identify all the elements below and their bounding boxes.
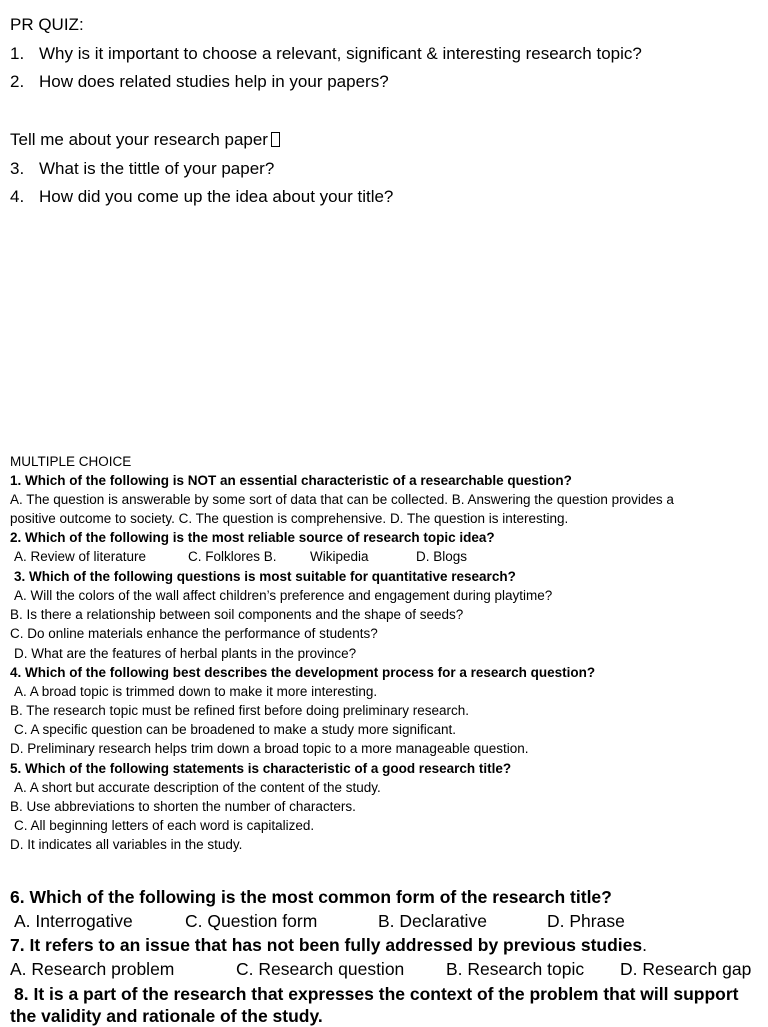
mc-q2-option-d: D. Blogs	[416, 549, 468, 564]
mc-q7-option-d: D. Research gap	[620, 959, 752, 979]
mc-q3-option-a: A. Will the colors of the wall affect children’s preference and engagement during playtime?	[14, 588, 553, 603]
mc-q3-option-c: C. Do online materials enhance the performance of students?	[10, 626, 378, 641]
mc-q3-option-b: B. Is there a relationship between soil components and the shape of seeds?	[10, 607, 464, 622]
question-number: 4.	[10, 187, 25, 206]
quiz-title: PR QUIZ:	[10, 15, 84, 34]
mc-q5-option-c: C. All beginning letters of each word is capitalized.	[14, 818, 315, 833]
mc-q5-option-b: B. Use abbreviations to shorten the number of characters.	[10, 799, 356, 814]
question-text: How does related studies help in your papers?	[39, 72, 389, 91]
quiz-question-4	[10, 187, 393, 207]
mc-q5-option-a: A. A short but accurate description of the content of the study.	[14, 780, 381, 795]
multiple-choice-heading: MULTIPLE CHOICE	[10, 454, 132, 469]
mc-question-1: 1. Which of the following is NOT an essential characteristic of a researchable question?	[10, 473, 572, 488]
mc-q2-option-b: Wikipedia	[310, 549, 369, 564]
mc-q1-options-line2: positive outcome to society. C. The question is comprehensive. D. The question is interesting.	[10, 511, 569, 526]
mc-q6-option-a: A. Interrogative	[14, 911, 133, 931]
quiz-question-1	[10, 44, 642, 64]
mc-q2-option-c: C. Folklores B.	[188, 549, 277, 564]
question-number: 1.	[10, 44, 25, 63]
quiz-question-3	[10, 159, 274, 179]
mc-q5-option-d: D. It indicates all variables in the study.	[10, 837, 243, 852]
quiz-question-2	[10, 72, 389, 92]
mc-q6-option-c: C. Question form	[185, 911, 318, 931]
question-number: 3.	[10, 159, 25, 178]
question-text: Why is it important to choose a relevant, significant & interesting research topic?	[39, 44, 642, 63]
mc-q3-option-d: D. What are the features of herbal plants in the province?	[14, 646, 357, 661]
research-paper-intro	[10, 130, 280, 150]
mc-q7-option-b: B. Research topic	[446, 959, 585, 979]
question-text: How did you come up the idea about your title?	[39, 187, 394, 206]
question-number: 2.	[10, 72, 25, 91]
intro-text: Tell me about your research paper	[10, 130, 268, 149]
mc-question-3: 3. Which of the following questions is most suitable for quantitative research?	[14, 569, 516, 584]
mc-q6-option-d: D. Phrase	[547, 911, 625, 931]
mc-q6-option-b: B. Declarative	[378, 911, 487, 931]
mc-q7-option-c: C. Research question	[236, 959, 405, 979]
mc-q2-option-a: A. Review of literature	[14, 549, 147, 564]
mc-q4-option-a: A. A broad topic is trimmed down to make it more interesting.	[14, 684, 378, 699]
mc-q4-option-b: B. The research topic must be refined first before doing preliminary research.	[10, 703, 469, 718]
mc-question-8-line2: the validity and rationale of the study.	[10, 1006, 323, 1026]
question-end: .	[642, 935, 647, 955]
mc-question-7	[10, 935, 647, 956]
mc-question-8-line1: 8. It is a part of the research that expresses the context of the problem that will support	[14, 984, 739, 1004]
missing-glyph-icon	[271, 132, 280, 147]
mc-q7-option-a: A. Research problem	[10, 959, 175, 979]
question-text: 7. It refers to an issue that has not been fully addressed by previous studies	[10, 935, 643, 955]
mc-q1-options-line1: A. The question is answerable by some sort of data that can be collected. B. Answering the question provides a	[10, 492, 674, 507]
mc-question-6: 6. Which of the following is the most common form of the research title?	[10, 887, 612, 907]
mc-q4-option-c: C. A specific question can be broadened to make a study more significant.	[14, 722, 457, 737]
mc-question-4: 4. Which of the following best describes the development process for a research question?	[10, 665, 596, 680]
mc-question-5: 5. Which of the following statements is characteristic of a good research title?	[10, 761, 512, 776]
mc-question-2: 2. Which of the following is the most reliable source of research topic idea?	[10, 530, 495, 545]
mc-q4-option-d: D. Preliminary research helps trim down a broad topic to a more manageable question.	[10, 741, 529, 756]
question-text: What is the tittle of your paper?	[39, 159, 275, 178]
